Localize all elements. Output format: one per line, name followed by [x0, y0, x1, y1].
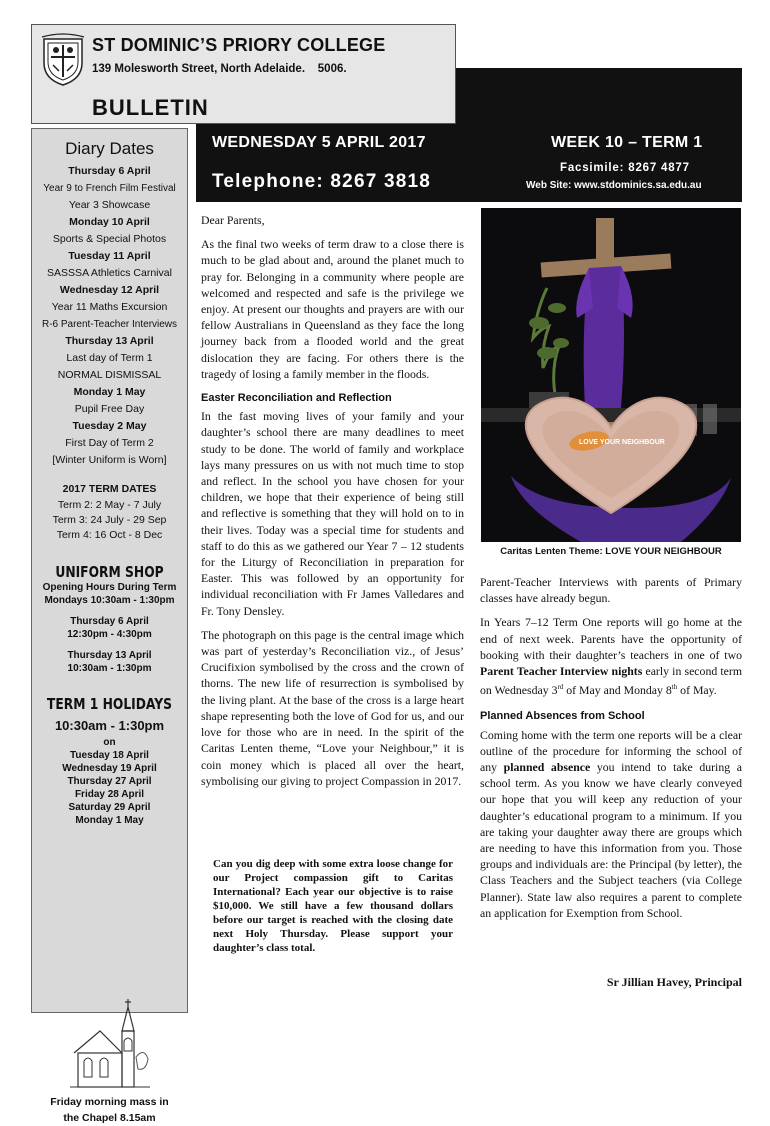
diary-date: Thursday 13 April — [65, 335, 154, 347]
letter-paragraph: As the final two weeks of term draw to a close there is much to be glad about and, around the planet much to pray for. Belonging in a community where people are welcomed and respected and safe is the privilege we enjoy. At present our thoughts and prayers are with our fellow Australians in Queensland as they face the long journey back from a flooded world and the great dislocation they are facing. For others there is the tragedy of losing a family member in the floods. — [201, 237, 464, 381]
uniform-extra-time: 12:30pm - 4:30pm — [67, 629, 152, 640]
holiday-day: Thursday 27 April — [67, 776, 152, 787]
compassion-appeal: Can you dig deep with some extra loose change for our Project compassion gift to Caritas International? Each year our objective is to raise $10,000. We still have a few thousand dollars before our target is reached with the closing date next Holy Thursday. Please support your daughter’s class total. — [213, 858, 453, 954]
absences-paragraph — [480, 727, 742, 921]
school-crest-icon — [40, 33, 86, 87]
bulletin-date: WEDNESDAY 5 APRIL 2017 — [212, 134, 426, 151]
uniform-hours: Mondays 10:30am - 1:30pm — [44, 595, 175, 606]
text-run: of May and Monday 8 — [563, 683, 672, 698]
holidays-time: 10:30am - 1:30pm — [54, 718, 165, 733]
diary-date: Monday 10 April — [69, 216, 150, 228]
text-run: you intend to take during a school term. As you know we have clearly conveyed our hope that you will keep any reduction of your daughter’s educational program to a minimum. If you are taking your daughter away there are groups which are needing to have this information from you. Those groups and individuals are: the Principal (by letter), the Class Teachers and the Subject teachers (via College Planner). State law also requires a parent to complete an application for Exemption from School. — [480, 759, 742, 920]
diary-event: First Day of Term 2 — [65, 437, 154, 449]
planned-absence-bold: planned absence — [503, 759, 591, 774]
diary-title: Diary Dates — [65, 139, 154, 158]
diary-event: Year 11 Maths Excursion — [51, 301, 168, 313]
diary-event: Sports & Special Photos — [52, 233, 167, 245]
term-dates-title: 2017 TERM DATES — [62, 483, 157, 495]
chapel-note — [32, 1094, 187, 1126]
holidays-on: on — [103, 737, 116, 748]
photo-caption: Caritas Lenten Theme: LOVE YOUR NEIGHBOUR — [500, 546, 722, 557]
diary-event: [Winter Uniform is Worn] — [52, 454, 167, 466]
diary-event: R-6 Parent-Teacher Interviews — [41, 319, 178, 330]
diary-date: Monday 1 May — [73, 386, 146, 398]
text-run: of May. — [677, 683, 717, 698]
letter-column — [201, 212, 464, 797]
reconciliation-photo — [481, 208, 741, 542]
holidays-title: TERM 1 HOLIDAYS — [46, 695, 173, 713]
letter-paragraph: The photograph on this page is the central image which was part of yesterday’s Reconciliation viz., of Jesus’ Crucifixion symbolised by the cross and the crown of thorns. The new life of resurrection is symbolised by the living plant. At the base of the cross is a large heart shape representing both the love of God for us, and our love for those who are in need. In the spirit of the Caritas Lenten theme, “Love your Neighbour,” it is coin money which is placed all over the heart, symbolising our giving to project Compassion in 2017. — [201, 627, 464, 788]
interviews-paragraph — [480, 614, 742, 698]
term-date: Term 3: 24 July - 29 Sep — [52, 514, 167, 526]
holiday-day: Monday 1 May — [75, 815, 144, 826]
diary-date: Thursday 6 April — [68, 165, 151, 177]
uniform-extra-day: Thursday 13 April — [67, 650, 152, 661]
greeting: Dear Parents, — [201, 213, 265, 227]
diary-event: Pupil Free Day — [74, 403, 145, 415]
right-column — [480, 574, 742, 929]
diary-date: Tuesday 2 May — [72, 420, 147, 432]
holiday-day: Wednesday 19 April — [62, 763, 157, 774]
uniform-extra-day: Thursday 6 April — [70, 616, 149, 627]
diary-event: SASSSA Athletics Carnival — [47, 267, 172, 279]
term-week: WEEK 10 – TERM 1 — [551, 134, 703, 151]
chapel-note-line: Friday morning mass in — [50, 1096, 169, 1108]
text-run: early in second term on Wednesday 3 — [480, 664, 742, 698]
interview-nights-bold: Parent Teacher Interview nights — [480, 664, 643, 679]
diary-event: NORMAL DISMISSAL — [57, 369, 162, 381]
diary-event: Year 9 to French Film Festival — [43, 183, 176, 194]
uniform-hours: Opening Hours During Term — [42, 582, 177, 593]
ordinal-suffix: rd — [557, 683, 564, 692]
easter-heading: Easter Reconciliation and Reflection — [201, 392, 392, 405]
absences-heading: Planned Absences from School — [480, 710, 645, 723]
bulletin-title: BULLETIN — [92, 95, 209, 120]
school-address: 139 Molesworth Street, North Adelaide. 5006. — [92, 63, 347, 75]
heart-sign-text: LOVE YOUR NEIGHBOUR — [579, 439, 665, 446]
telephone: Telephone: 8267 3818 — [212, 171, 432, 192]
diary-date: Wednesday 12 April — [59, 284, 160, 296]
masthead — [31, 24, 456, 124]
text-run: Coming home with the term one reports will be a clear outline of the procedure for informing the school of any — [480, 727, 742, 774]
diary-event: Last day of Term 1 — [66, 352, 153, 364]
diary-date: Tuesday 11 April — [68, 250, 151, 262]
uniform-extra-time: 10:30am - 1:30pm — [67, 663, 152, 674]
diary-list — [32, 163, 187, 469]
holiday-day: Saturday 29 April — [68, 802, 151, 813]
facsimile: Facsimile: 8267 4877 — [560, 162, 690, 174]
letter-paragraph: Parent-Teacher Interviews with parents of Primary classes have already begun. — [480, 575, 742, 606]
text-run: In Years 7–12 Term One reports will go home at the end of next week. Parents have the opportunity of booking with their daughter’s teachers in one of two — [480, 615, 742, 662]
holiday-day: Friday 28 April — [74, 789, 145, 800]
diary-event: Year 3 Showcase — [68, 199, 151, 211]
holiday-day: Tuesday 18 April — [70, 750, 149, 761]
ordinal-suffix: th — [671, 683, 678, 692]
website: Web Site: www.stdominics.sa.edu.au — [526, 180, 702, 191]
sidebar — [31, 128, 188, 1124]
letter-paragraph: In the fast moving lives of your family and your daughter’s school there are many deadlines to meet study to be done. The world of family and workplace lays many pressures on us with not much time to stop and reflect. In the school you have chosen for your children, we hope that their experience of being still and reflective is something that they will hold on to in their lives. Today was a special time for students and staff to do this as we gathered our Year 7 – 12 students for the Liturgy of Reconciliation in preparation for Easter. This was followed by an opportunity for individual reconciliation with Fr James Valledares and Fr. Tony Densley. — [201, 409, 464, 618]
principal-signature: Sr Jillian Havey, Principal — [606, 975, 742, 989]
school-name: ST DOMINIC’S PRIORY COLLEGE — [92, 35, 386, 55]
cross-and-heart-image — [481, 208, 741, 542]
term-date: Term 4: 16 Oct - 8 Dec — [56, 529, 163, 541]
term-date: Term 2: 2 May - 7 July — [57, 499, 162, 511]
chapel-note-line: the Chapel 8.15am — [63, 1112, 156, 1124]
uniform-shop-title: UNIFORM SHOP — [55, 563, 164, 581]
chapel-drawing-icon — [70, 997, 150, 1089]
